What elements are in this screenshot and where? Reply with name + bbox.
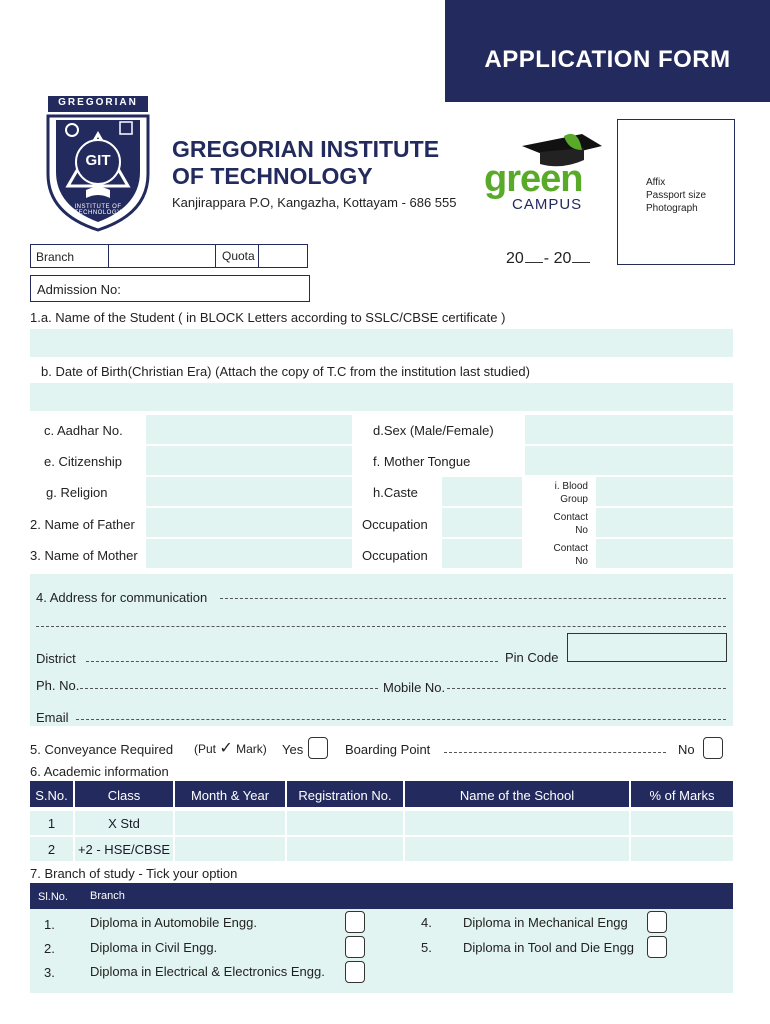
sex-label: d.Sex (Male/Female) [373,423,494,438]
quota-input[interactable] [258,245,308,267]
quota-label: Quota [222,249,255,263]
col-month-year: Month & Year [190,788,270,803]
aadhar-label: c. Aadhar No. [44,423,123,438]
email-label: Email [36,710,69,725]
row-registration-input[interactable] [287,811,403,835]
conveyance-label: 5. Conveyance Required [30,742,174,757]
campus-word: CAMPUS [512,196,583,213]
mobile-input[interactable] [447,688,726,689]
phone-input[interactable] [80,688,378,689]
study-no-3: 3. [44,965,55,980]
mother-occupation-input[interactable] [442,539,522,568]
table-row [30,811,73,835]
caste-input[interactable] [442,477,522,506]
title-banner [445,0,770,102]
row-month-year-input[interactable] [175,837,285,861]
checkmark-icon: ✓ [219,740,233,757]
row-class-text: +2 - HSE/CBSE [77,842,171,857]
father-occupation-input[interactable] [442,508,522,537]
study-no-2: 2. [44,941,55,956]
mother-tongue-label: f. Mother Tongue [373,454,471,469]
study-no-5: 5. [421,940,432,955]
address-line-2[interactable] [36,626,726,627]
study-col-sl: Sl.No. [38,891,68,903]
logo-ring-text: INSTITUTE OF TECHNOLOGY [74,204,122,216]
admission-label: Admission No: [37,282,121,297]
mechanical-checkbox[interactable] [647,911,667,933]
district-input[interactable] [86,661,498,662]
row-school-input[interactable] [405,811,629,835]
row-class-text: X Std [108,816,140,831]
row-registration-input[interactable] [287,837,403,861]
study-header [30,883,733,909]
table-row [30,837,73,861]
pin-code-label: Pin Code [505,650,559,665]
form-title: APPLICATION FORM [484,46,731,73]
blood-group-label: i. Blood Group [554,481,588,505]
branch-input[interactable] [108,245,216,267]
automobile-checkbox[interactable] [345,911,365,933]
academic-year[interactable] [506,250,590,268]
father-name-label: 2. Name of Father [30,517,135,532]
row-month-year-input[interactable] [175,811,285,835]
photo-box-text: Affix Passport size Photograph [646,177,707,214]
mother-tongue-input[interactable] [525,446,733,475]
district-label: District [36,651,76,666]
logo-initials: GIT [85,152,111,169]
study-no-1: 1. [44,917,55,932]
address-line-1[interactable] [220,598,726,599]
year-start: 20 [506,250,524,267]
aadhar-input[interactable] [146,415,352,444]
year-sep: - 20 [543,250,572,267]
mother-contact-label: Contact No [553,543,588,567]
photo-box[interactable] [617,119,735,265]
hint-mark: Mark) [236,742,267,756]
study-branch-2: Diploma in Civil Engg. [90,940,218,955]
green-word: green [484,158,583,200]
row-class [75,837,173,861]
pin-code-input[interactable] [567,633,727,662]
study-no-4: 4. [421,915,432,930]
study-branch-4: Diploma in Mechanical Engg [463,915,628,930]
hint-put: (Put [194,742,217,756]
caste-label: h.Caste [373,485,418,500]
col-school: Name of the School [459,788,575,803]
row-marks-input[interactable] [631,811,733,835]
student-name-input[interactable] [30,329,733,357]
study-branch-5: Diploma in Tool and Die Engg [463,940,635,955]
father-contact-label: Contact No [553,512,588,536]
boarding-point-label: Boarding Point [345,742,431,757]
phone-label: Ph. No. [36,678,80,693]
sex-input[interactable] [525,415,733,444]
col-marks: % of Marks [649,788,715,803]
boarding-point-input[interactable] [444,752,666,753]
mother-contact-input[interactable] [596,539,733,568]
tool-die-checkbox[interactable] [647,936,667,958]
study-title: 7. Branch of study - Tick your option [30,866,238,881]
civil-checkbox[interactable] [345,936,365,958]
religion-label: g. Religion [46,485,108,500]
study-branch-1: Diploma in Automobile Engg. [90,915,257,930]
institute-logo [28,94,168,234]
mother-name-input[interactable] [146,539,352,568]
conveyance-no-checkbox[interactable] [703,737,723,759]
citizenship-label: e. Citizenship [44,454,123,469]
institute-name-line1: GREGORIAN INSTITUTE [172,136,440,162]
academic-title: 6. Academic information [30,764,169,779]
student-name-label: 1.a. Name of the Student ( in BLOCK Letters according to SSLC/CBSE certificate ) [30,310,506,325]
admission-box[interactable] [30,275,310,302]
col-sno: S.No. [35,788,68,803]
father-name-input[interactable] [146,508,352,537]
citizenship-input[interactable] [146,446,352,475]
study-col-branch: Branch [90,890,125,902]
study-branch-3: Diploma in Electrical & Electronics Engg. [90,964,325,979]
address-label: 4. Address for communication [36,590,208,605]
branch-label: Branch [36,250,75,264]
conveyance-hint [194,738,267,758]
institute-address: Kanjirappara P.O, Kangazha, Kottayam - 686 555 [172,195,457,210]
mother-name-label: 3. Name of Mother [30,548,138,563]
col-class: Class [107,788,141,803]
religion-input[interactable] [146,477,352,506]
email-input[interactable] [76,719,726,720]
academic-header [30,781,733,807]
logo-banner-text: GREGORIAN [58,97,138,108]
yes-label: Yes [282,742,304,757]
institute-name-line2: OF TECHNOLOGY [172,163,373,189]
father-contact-input[interactable] [596,508,733,537]
father-occupation-label: Occupation [362,517,428,532]
green-campus-logo [482,128,602,218]
no-label: No [678,742,695,757]
row-class [75,811,173,835]
blood-group-input[interactable] [596,477,733,506]
row-school-input[interactable] [405,837,629,861]
row-sno: 1 [47,816,56,831]
branch-quota-box [30,244,308,268]
dob-input[interactable] [30,383,733,411]
mobile-label: Mobile No. [383,680,446,695]
row-marks-input[interactable] [631,837,733,861]
col-registration: Registration No. [298,788,392,803]
conveyance-yes-checkbox[interactable] [308,737,328,759]
dob-label: b. Date of Birth(Christian Era) (Attach the copy of T.C from the institution last studied) [41,364,530,379]
mother-occupation-label: Occupation [362,548,428,563]
row-sno: 2 [47,842,56,857]
institute-name [172,136,439,190]
electrical-checkbox[interactable] [345,961,365,983]
